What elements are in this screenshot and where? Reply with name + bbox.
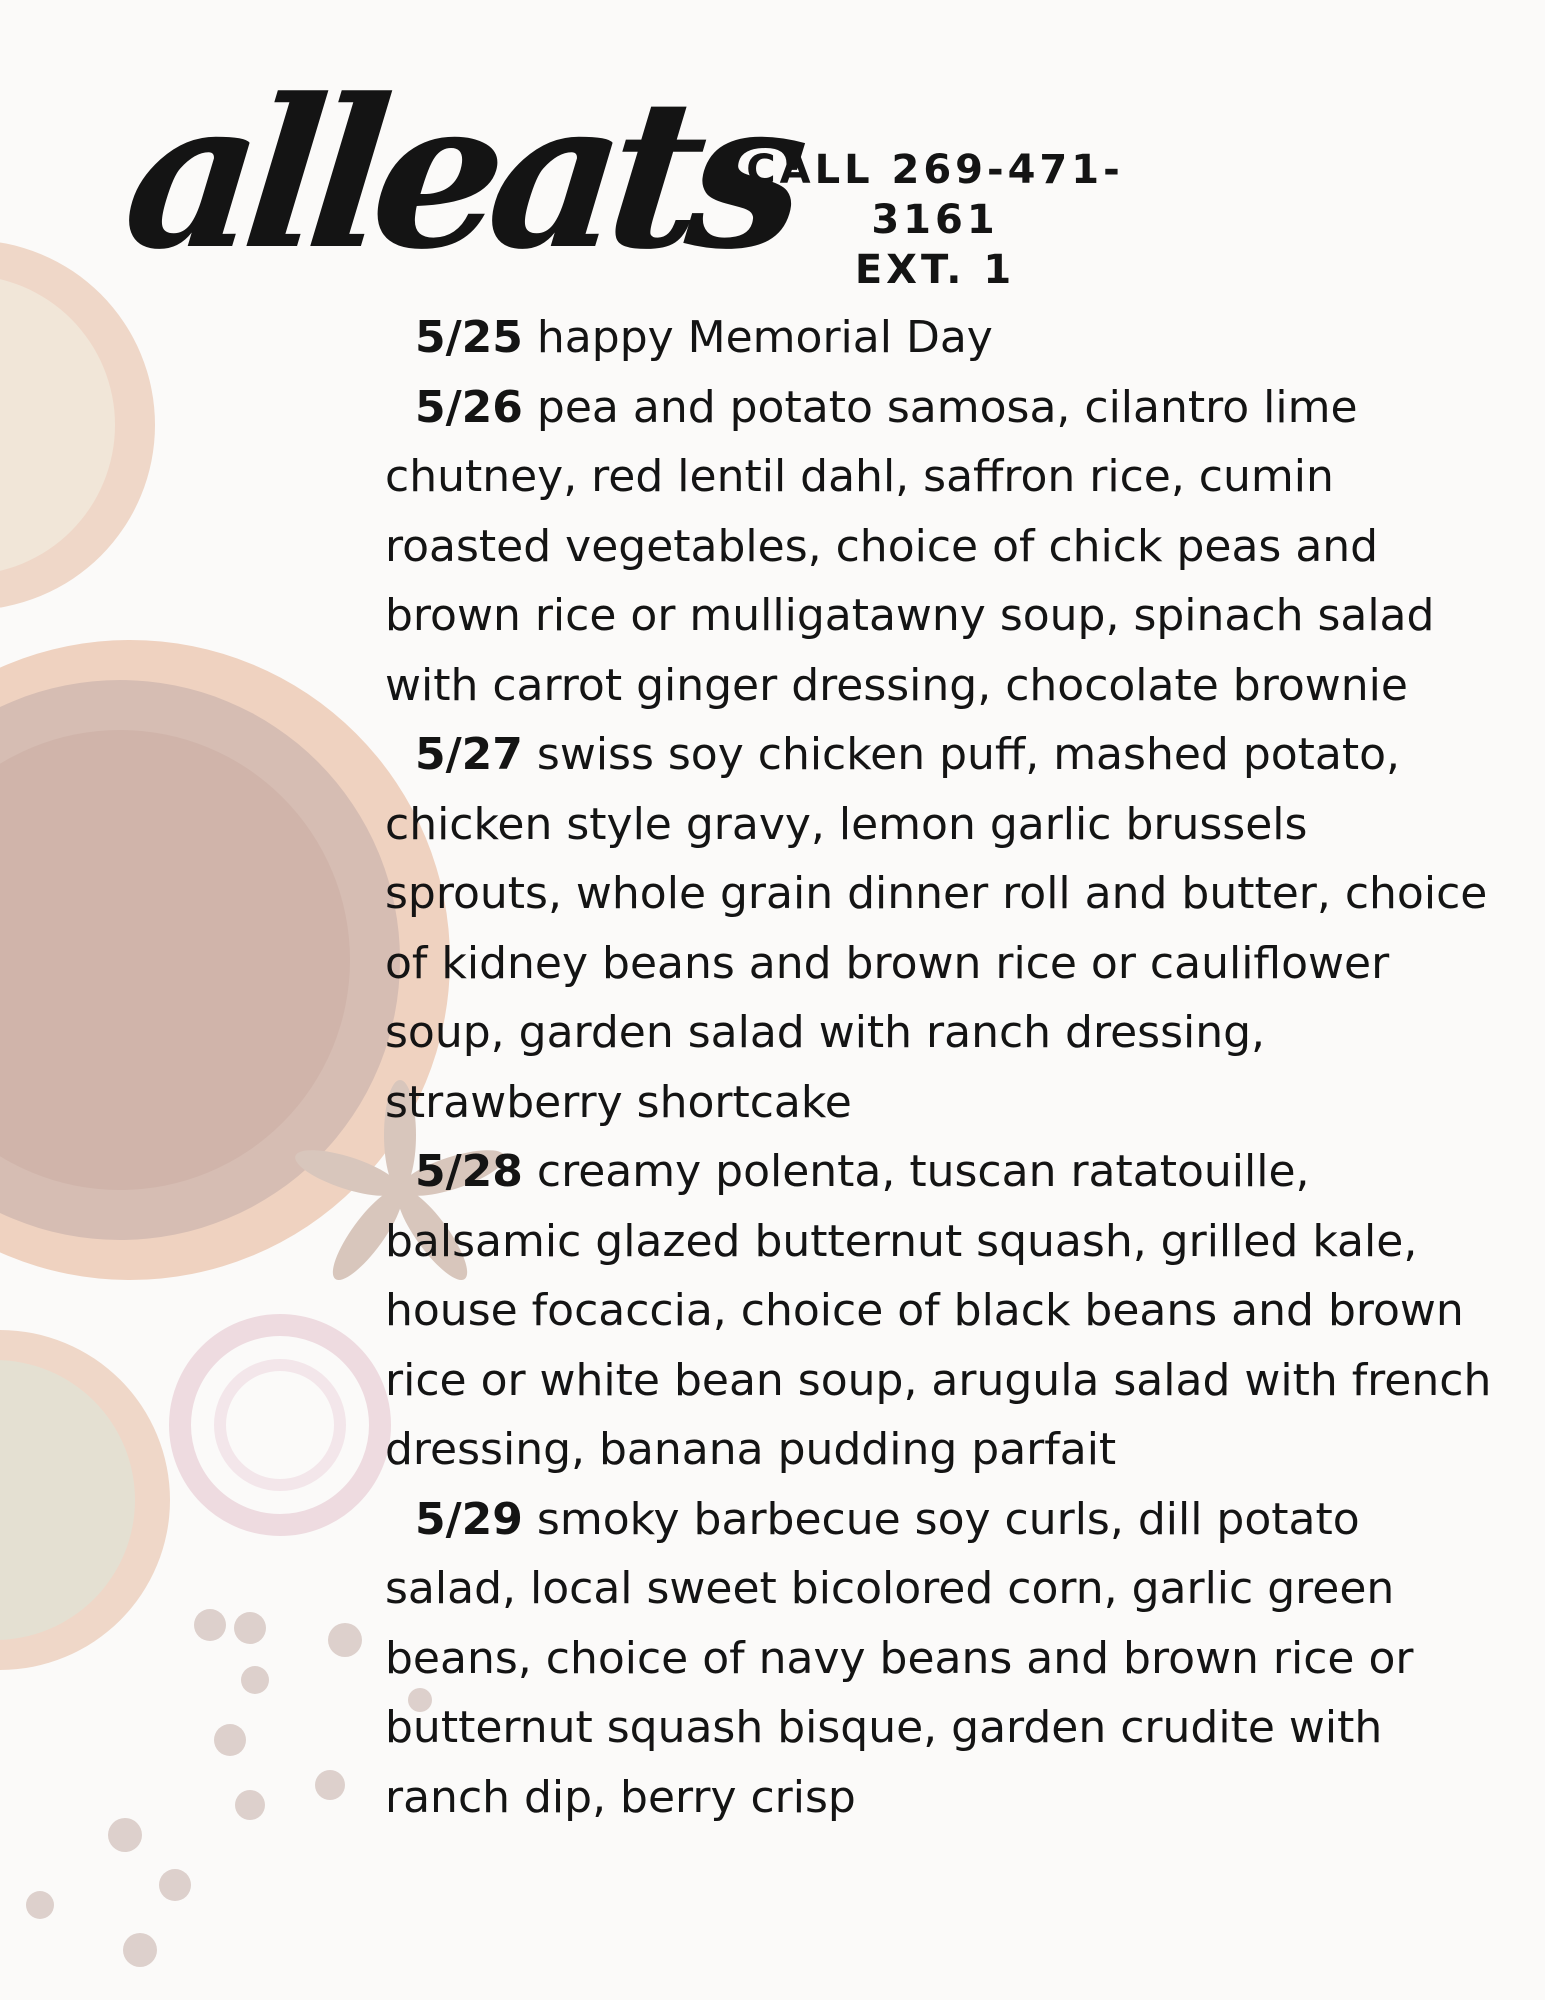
contact-info bbox=[700, 145, 1170, 295]
menu-description: pea and potato samosa, cilantro lime chutney, red lentil dahl, saffron rice, cumin roasted vegetables, choice of chick peas and brown rice or mulligatawny soup, spinach salad with carrot ginger dressing, chocolate brownie bbox=[385, 381, 1435, 711]
weekly-menu bbox=[385, 303, 1495, 1832]
menu-description: happy Memorial Day bbox=[522, 312, 993, 363]
menu-date: 5/27 bbox=[415, 729, 523, 780]
menu-date: 5/25 bbox=[415, 312, 523, 363]
onion-slice bbox=[180, 1325, 380, 1525]
menu-entry bbox=[385, 720, 1495, 1137]
menu-entry bbox=[385, 1485, 1495, 1833]
menu-entry bbox=[385, 373, 1495, 721]
menu-date: 5/26 bbox=[415, 381, 523, 433]
phone-number: CALL 269-471-3161 bbox=[746, 147, 1124, 243]
menu-entry bbox=[385, 1137, 1495, 1485]
menu-date: 5/29 bbox=[415, 1493, 523, 1545]
alleats-logo: alleats bbox=[115, 55, 805, 295]
menu-description: creamy polenta, tuscan ratatouille, balsamic glazed butternut squash, grilled kale, house focaccia, choice of black beans and brown rice or white bean soup, arugula salad with french dressing, banana pudding parfait bbox=[385, 1146, 1492, 1475]
peppercorns bbox=[26, 1609, 432, 1967]
extension: EXT. 1 bbox=[854, 247, 1016, 293]
menu-description: smoky barbecue soy curls, dill potato salad, local sweet bicolored corn, garlic green beans, choice of navy beans and brown rice or butternut squash bisque, garden crudite with ranch dip, berry crisp bbox=[385, 1493, 1414, 1823]
menu-description: swiss soy chicken puff, mashed potato, chicken style gravy, lemon garlic brussels sprouts, whole grain dinner roll and butter, choice of kidney beans and brown rice or cauliflower soup, garden salad with ranch dressing, strawberry shortcake bbox=[385, 729, 1488, 1128]
menu-date: 5/28 bbox=[415, 1146, 523, 1197]
menu-entry bbox=[385, 303, 1495, 373]
